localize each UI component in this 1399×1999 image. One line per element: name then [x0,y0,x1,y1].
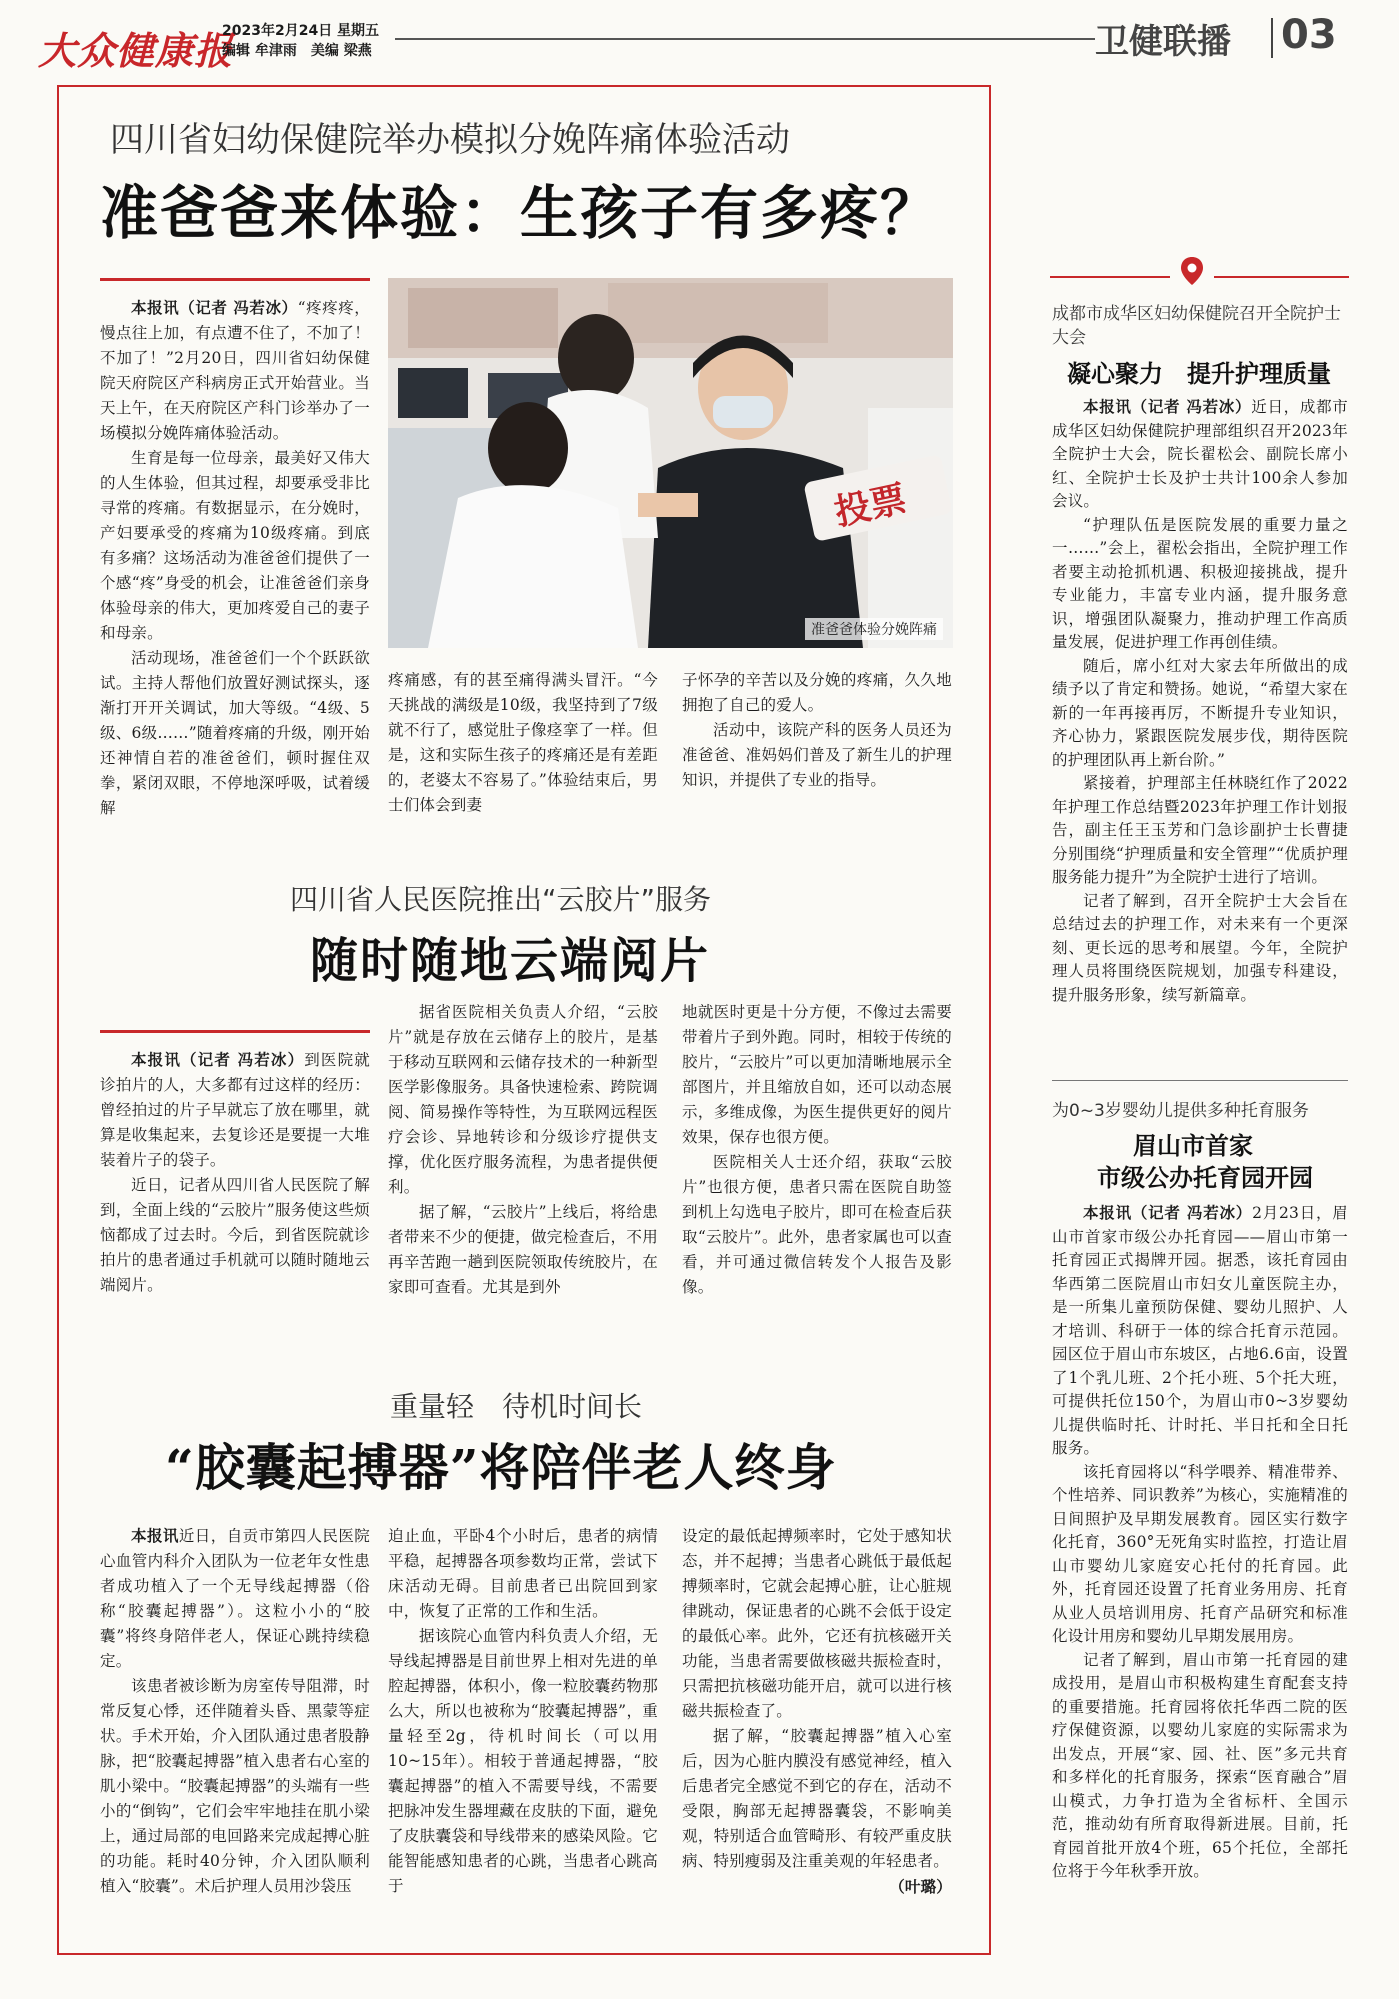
sidebar-1-headline: 凝心聚力 提升护理质量 [1067,360,1331,388]
article-2-col-2 [388,1000,658,1300]
paragraph: 本报讯（记者 冯若冰）“疼疼疼，慢点往上加，有点遭不住了，不加了！不加了！”2月20日，四川省妇幼保健院天府院区产科病房正式开始营业。当天上午，在天府院区产科门诊举办了一场模拟分娩阵痛体验活动。 [100,299,370,442]
vote-sign-text: 投票 [831,478,911,534]
sidebar-divider [1052,1080,1348,1081]
article-2-headline: 随时随地云端阅片 [310,933,711,989]
sidebar-rule-right [1214,276,1349,278]
article-1-red-rule [100,278,370,281]
paragraph: 子怀孕的辛苦以及分娩的疼痛，久久地拥抱了自己的爱人。 [682,671,952,714]
article-2-red-rule [100,1030,370,1033]
paragraph: 疼痛感，有的甚至痛得满头冒汗。“今天挑战的满级是10级，我坚持到了7级就不行了，感觉肚子像痉挛了一样。但是，这和实际生孩子的疼痛还是有差距的，老婆太不容易了。”体验结束后，男士们体会到妻 [388,671,658,814]
article-3-col-2 [388,1524,658,1899]
newspaper-logo: 大众健康报 [38,28,234,73]
article-1-col-1 [100,296,370,841]
paragraph: 据省医院相关负责人介绍，“云胶片”就是存放在云储存上的胶片，是基于移动互联网和云储存技术的一种新型医学影像服务。具备快速检索、跨院调阅、简易操作等特性，为互联网远程医疗会诊、异地转诊和分级诊疗提供支撑，优化医疗服务流程，为患者提供便利。 [388,1003,658,1196]
location-pin-icon [1180,256,1204,290]
article-1-col-2 [388,668,658,818]
paragraph: “护理队伍是医院发展的重要力量之一……”会上，翟松会指出，全院护理工作者要主动抢抓机遇、积极迎接挑战，提升专业能力，丰富专业内涵，提升服务意识，增强团队凝聚力，推动护理工作高质量发展，促进护理工作再创佳绩。 [1052,515,1348,651]
article-3-kicker: 重量轻 待机时间长 [390,1390,643,1423]
photo-caption: 准爸爸体验分娩阵痛 [805,618,943,640]
page-number: 03 [1281,12,1337,58]
header-rule [395,38,1095,40]
paragraph: 设定的最低起搏频率时，它处于感知状态，并不起搏；当患者心跳低于最低起搏频率时，它就会起搏心脏，让心脏规律跳动，保证患者的心跳不会低于设定的最低心率。此外，它还有抗核磁开关功能，当患者需要做核磁共振检查时，只需把抗核磁功能开启，就可以进行核磁共振检查了。 [682,1527,952,1720]
editors-line: 编辑 牟津雨 美编 梁燕 [222,43,372,59]
paragraph: 紧接着，护理部主任林晓红作了2022年护理工作总结暨2023年护理工作计划报告，副主任王玉芳和门急诊副护士长曹捷分别围绕“护理质量和安全管理”“优质护理服务能力提升”为全院护士进行了培训。 [1052,774,1348,886]
sidebar-2-body [1052,1202,1348,1884]
section-title: 卫健联播 [1095,22,1231,62]
article-2-col-1 [100,1048,370,1298]
article-3-col-3 [682,1524,952,1899]
article-1-headline: 准爸爸来体验：生孩子有多疼？ [100,179,941,247]
paragraph: 记者了解到，召开全院护士大会旨在总结过去的护理工作，对未来有一个更深刻、更长远的思考和展望。今年，全院护理人员将围绕医院规划，加强专科建设，提升服务形象，续写新篇章。 [1052,891,1348,1004]
paragraph: 活动现场，准爸爸们一个个跃跃欲试。主持人帮他们放置好测试探头，逐渐打开开关调试，加大等级。“4级、5级、6级……”随着疼痛的升级，刚开始还神情自若的准爸爸们，顿时握住双拳，紧闭双眼，不停地深呼吸，试着缓解 [100,649,370,817]
sidebar-1-body [1052,396,1348,1007]
paragraph: 生育是每一位母亲，最美好又伟大的人生体验，但其过程，却要承受非比寻常的疼痛。有数据显示，在分娩时，产妇要承受的疼痛为10级疼痛。到底有多痛？这场活动为准爸爸们提供了一个感“疼”身受的机会，让准爸爸们亲身体验母亲的伟大，更加疼爱自己的妻子和母亲。 [100,449,370,642]
paragraph: 据该院心血管内科负责人介绍，无导线起搏器是目前世界上相对先进的单腔起搏器，体积小，像一粒胶囊药物那么大，所以也被称为“胶囊起搏器”，重量轻至2g，待机时间长（可以用10~15年）。相较于普通起搏器，“胶囊起搏器”的植入不需要导线，不需要把脉冲发生器埋藏在皮肤的下面，避免了皮肤囊袋和导线带来的感染风险。它能智能感知患者的心跳，当患者心跳高于 [388,1627,658,1895]
paragraph: 医院相关人士还介绍，获取“云胶片”也很方便，患者只需在医院自助签到机上勾选电子胶片，即可在检查后获取“云胶片”。此外，患者家属也可以查看，并可通过微信转发个人报告及影像。 [682,1153,952,1296]
paragraph: 该患者被诊断为房室传导阻滞，时常反复心悸，还伴随着头昏、黑蒙等症状。手术开始，介入团队通过患者股静脉，把“胶囊起搏器”植入患者右心室的肌小梁中。“胶囊起搏器”的头端有一些小的“倒钩”，它们会牢牢地挂在肌小梁上，通过局部的电回路来完成起搏心脏的功能。耗时40分钟，介入团队顺利植入“胶囊”。术后护理人员用沙袋压 [100,1677,370,1895]
article-3-col-1 [100,1524,370,1899]
paragraph: 本报讯（记者 冯若冰）近日，成都市成华区妇幼保健院护理部组织召开2023年全院护士大会，院长翟松会、副院长席小红、全院护士长及护士共计100余人参加会议。 [1052,398,1348,510]
paragraph: 据了解，“胶囊起搏器”植入心室后，因为心脏内膜没有感觉神经，植入后患者完全感觉不到它的存在，活动不受限，胸部无起搏器囊袋，不影响美观，特别适合血管畸形、有较严重皮肤病、特别瘦弱及注重美观的年轻患者。 [682,1727,952,1870]
sidebar-2-headline-line-2: 市级公办托育园开园 [1097,1164,1313,1192]
article-1-photo [388,278,953,648]
sidebar-rule-left [1050,276,1170,278]
paragraph: 据了解，“云胶片”上线后，将给患者带来不少的便捷，做完检查后，不用再辛苦跑一趟到医院领取传统胶片，在家即可查看。尤其是到外 [388,1203,658,1296]
paragraph: 本报讯（记者 冯若冰）到医院就诊拍片的人，大多都有过这样的经历：曾经拍过的片子早就忘了放在哪里，就算是收集起来，去复诊还是要提一大堆装着片子的袋子。 [100,1051,370,1169]
paragraph: 该托育园将以“科学喂养、精准带养、个性培养、同识教养”为核心，实施精准的日间照护及早期发展教育。园区实行数字化托育，360°无死角实时监控，打造让眉山市婴幼儿家庭安心托付的托育园。此外，托育园还设置了托育业务用房、托育从业人员培训用房、托育产品研究和标准化设计用房和婴幼儿早期发展用房。 [1052,1462,1348,1645]
sidebar-2-kicker: 为0~3岁婴幼儿提供多种托育服务 [1052,1101,1309,1121]
article-2-col-3 [682,1000,952,1300]
section-divider [1271,18,1273,58]
article-3-headline: “胶囊起搏器”将陪伴老人终身 [165,1438,837,1497]
paragraph: 本报讯（记者 冯若冰）2月23日，眉山市首家市级公办托育园——眉山市第一托育园正式揭牌开园。据悉，该托育园由华西第二医院眉山市妇女儿童医院主办，是一所集儿童预防保健、婴幼儿照护、人才培训、科研于一体的综合托育示范园。园区位于眉山市东坡区，占地6.6亩，设置了1个乳儿班、2个托小班、5个托大班，可提供托位150个，为眉山市0~3岁婴幼儿提供临时托、计时托、半日托和全日托服务。 [1052,1204,1348,1457]
paragraph: 地就医时更是十分方便，不像过去需要带着片子到外跑。同时，相较于传统的胶片，“云胶片”可以更加清晰地展示全部图片，并且缩放自如，还可以动态展示，多维成像，为医生提供更好的阅片效果，保存也很方便。 [682,1003,952,1146]
sidebar-1-kicker: 成都市成华区妇幼保健院召开全院护士大会 [1052,304,1341,348]
photo-illustration [388,278,953,648]
article-1-col-3 [682,668,952,793]
article-3-byline: （叶璐） [889,1877,952,1896]
sidebar-2-headline-line-1: 眉山市首家 [1133,1132,1253,1160]
paragraph: 活动中，该院产科的医务人员还为准爸爸、准妈妈们普及了新生儿的护理知识，并提供了专业的指导。 [682,721,952,789]
paragraph: 随后，席小红对大家去年所做出的成绩予以了肯定和赞扬。她说，“希望大家在新的一年再接再厉，不断提升专业知识，齐心协力，紧跟医院发展步伐，期待医院的护理团队再上新台阶。” [1052,656,1348,769]
paragraph: 迫止血，平卧4个小时后，患者的病情平稳，起搏器各项参数均正常，尝试下床活动无碍。目前患者已出院回到家中，恢复了正常的工作和生活。 [388,1527,658,1620]
issue-date: 2023年2月24日 星期五 [222,23,380,39]
article-2-kicker: 四川省人民医院推出“云胶片”服务 [290,883,712,916]
article-1-kicker: 四川省妇幼保健院举办模拟分娩阵痛体验活动 [110,120,790,160]
paragraph: 本报讯近日，自贡市第四人民医院心血管内科介入团队为一位老年女性患者成功植入了一个无导线起搏器（俗称“胶囊起搏器”）。这粒小小的“胶囊”将终身陪伴老人，保证心跳持续稳定。 [100,1527,370,1670]
paragraph: 近日，记者从四川省人民医院了解到，全面上线的“云胶片”服务使这些烦恼都成了过去时。今后，到省医院就诊拍片的患者通过手机就可以随时随地云端阅片。 [100,1176,370,1294]
paragraph: 记者了解到，眉山市第一托育园的建成投用，是眉山市积极构建生育配套支持的重要措施。托育园将依托华西二院的医疗保健资源，以婴幼儿家庭的实际需求为出发点，开展“家、园、社、医”多元共育和多样化的托育服务，探索“医育融合”眉山模式，力争打造为全省标杆、全国示范，推动幼有所育取得新进展。目前，托育园首批开放4个班，65个托位，全部托位将于今年秋季开放。 [1052,1650,1348,1880]
